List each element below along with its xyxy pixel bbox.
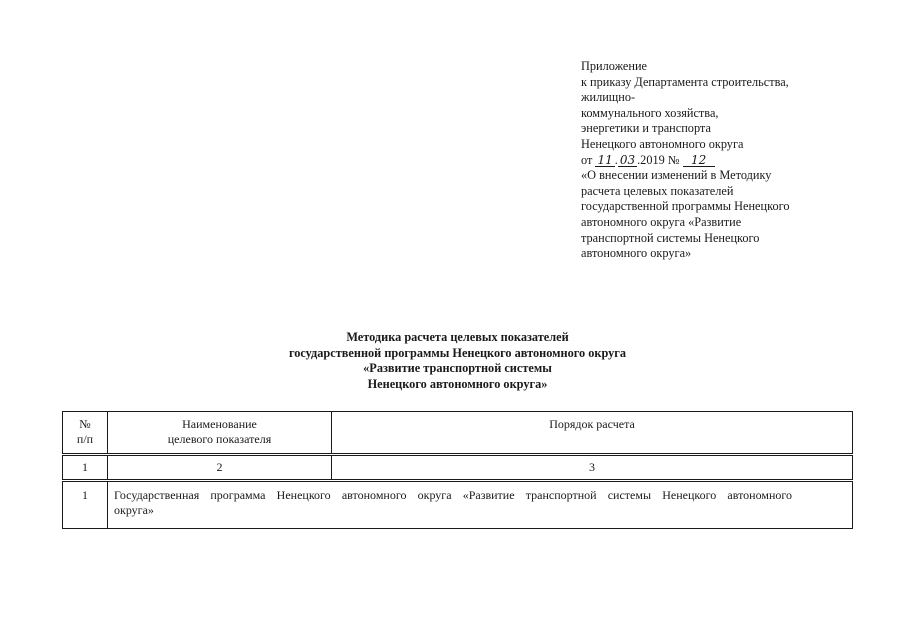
- title-line: «Развитие транспортной системы: [363, 361, 552, 376]
- date-separator: .: [614, 152, 618, 167]
- header-indicator-line2: целевого показателя: [167, 432, 272, 446]
- row-number: 1: [63, 481, 108, 529]
- header-number: [63, 412, 108, 455]
- numbering-cell: 2: [108, 455, 332, 481]
- appendix-line: коммунального хозяйства,: [581, 105, 719, 120]
- title-line: государственной программы Ненецкого автономного округа: [288, 345, 627, 360]
- handwritten-month: 03: [619, 152, 636, 167]
- header-number-line1: №: [79, 417, 91, 431]
- numbering-cell: 3: [332, 455, 853, 481]
- methodology-table: [62, 411, 853, 529]
- appendix-line: к приказу Департамента строительства,: [581, 74, 789, 89]
- appendix-line: энергетики и транспорта: [581, 121, 711, 136]
- appendix-line: Приложение: [581, 59, 647, 73]
- order-date-line: [581, 153, 851, 169]
- document-title: [60, 330, 855, 392]
- title-line: Ненецкого автономного округа»: [367, 376, 548, 391]
- header-calculation-order: [332, 412, 853, 455]
- header-indicator-name: [108, 412, 332, 455]
- table-numbering-row: [63, 455, 853, 481]
- table-row: [63, 481, 853, 529]
- subject-line: расчета целевых показателей: [581, 183, 734, 198]
- header-calculation-label: Порядок расчета: [549, 417, 635, 431]
- title-line: Методика расчета целевых показателей: [346, 330, 569, 344]
- handwritten-day: 11: [597, 152, 613, 167]
- subject-line: государственной программы Ненецкого: [581, 199, 790, 214]
- handwritten-order-number: 12: [683, 154, 715, 167]
- subject-line: автономного округа»: [581, 246, 692, 261]
- appendix-line: жилищно-: [581, 90, 636, 105]
- appendix-header: [581, 59, 851, 262]
- numbering-cell: 1: [63, 455, 108, 481]
- row-program-name: Государственная программа Ненецкого автономного округа «Развитие транспортной системы Ненецкого автономного округа»: [108, 481, 853, 529]
- subject-line: «О внесении изменений в Методику: [581, 168, 772, 183]
- header-number-line2: п/п: [76, 432, 94, 446]
- date-year: .2019 №: [637, 152, 680, 167]
- subject-line: транспортной системы Ненецкого: [581, 230, 760, 245]
- subject-line: автономного округа «Развитие: [581, 214, 742, 229]
- table-header-row: [63, 412, 853, 455]
- header-indicator-line1: Наименование: [182, 417, 257, 431]
- appendix-line: Ненецкого автономного округа: [581, 136, 744, 151]
- date-prefix: от: [581, 152, 593, 167]
